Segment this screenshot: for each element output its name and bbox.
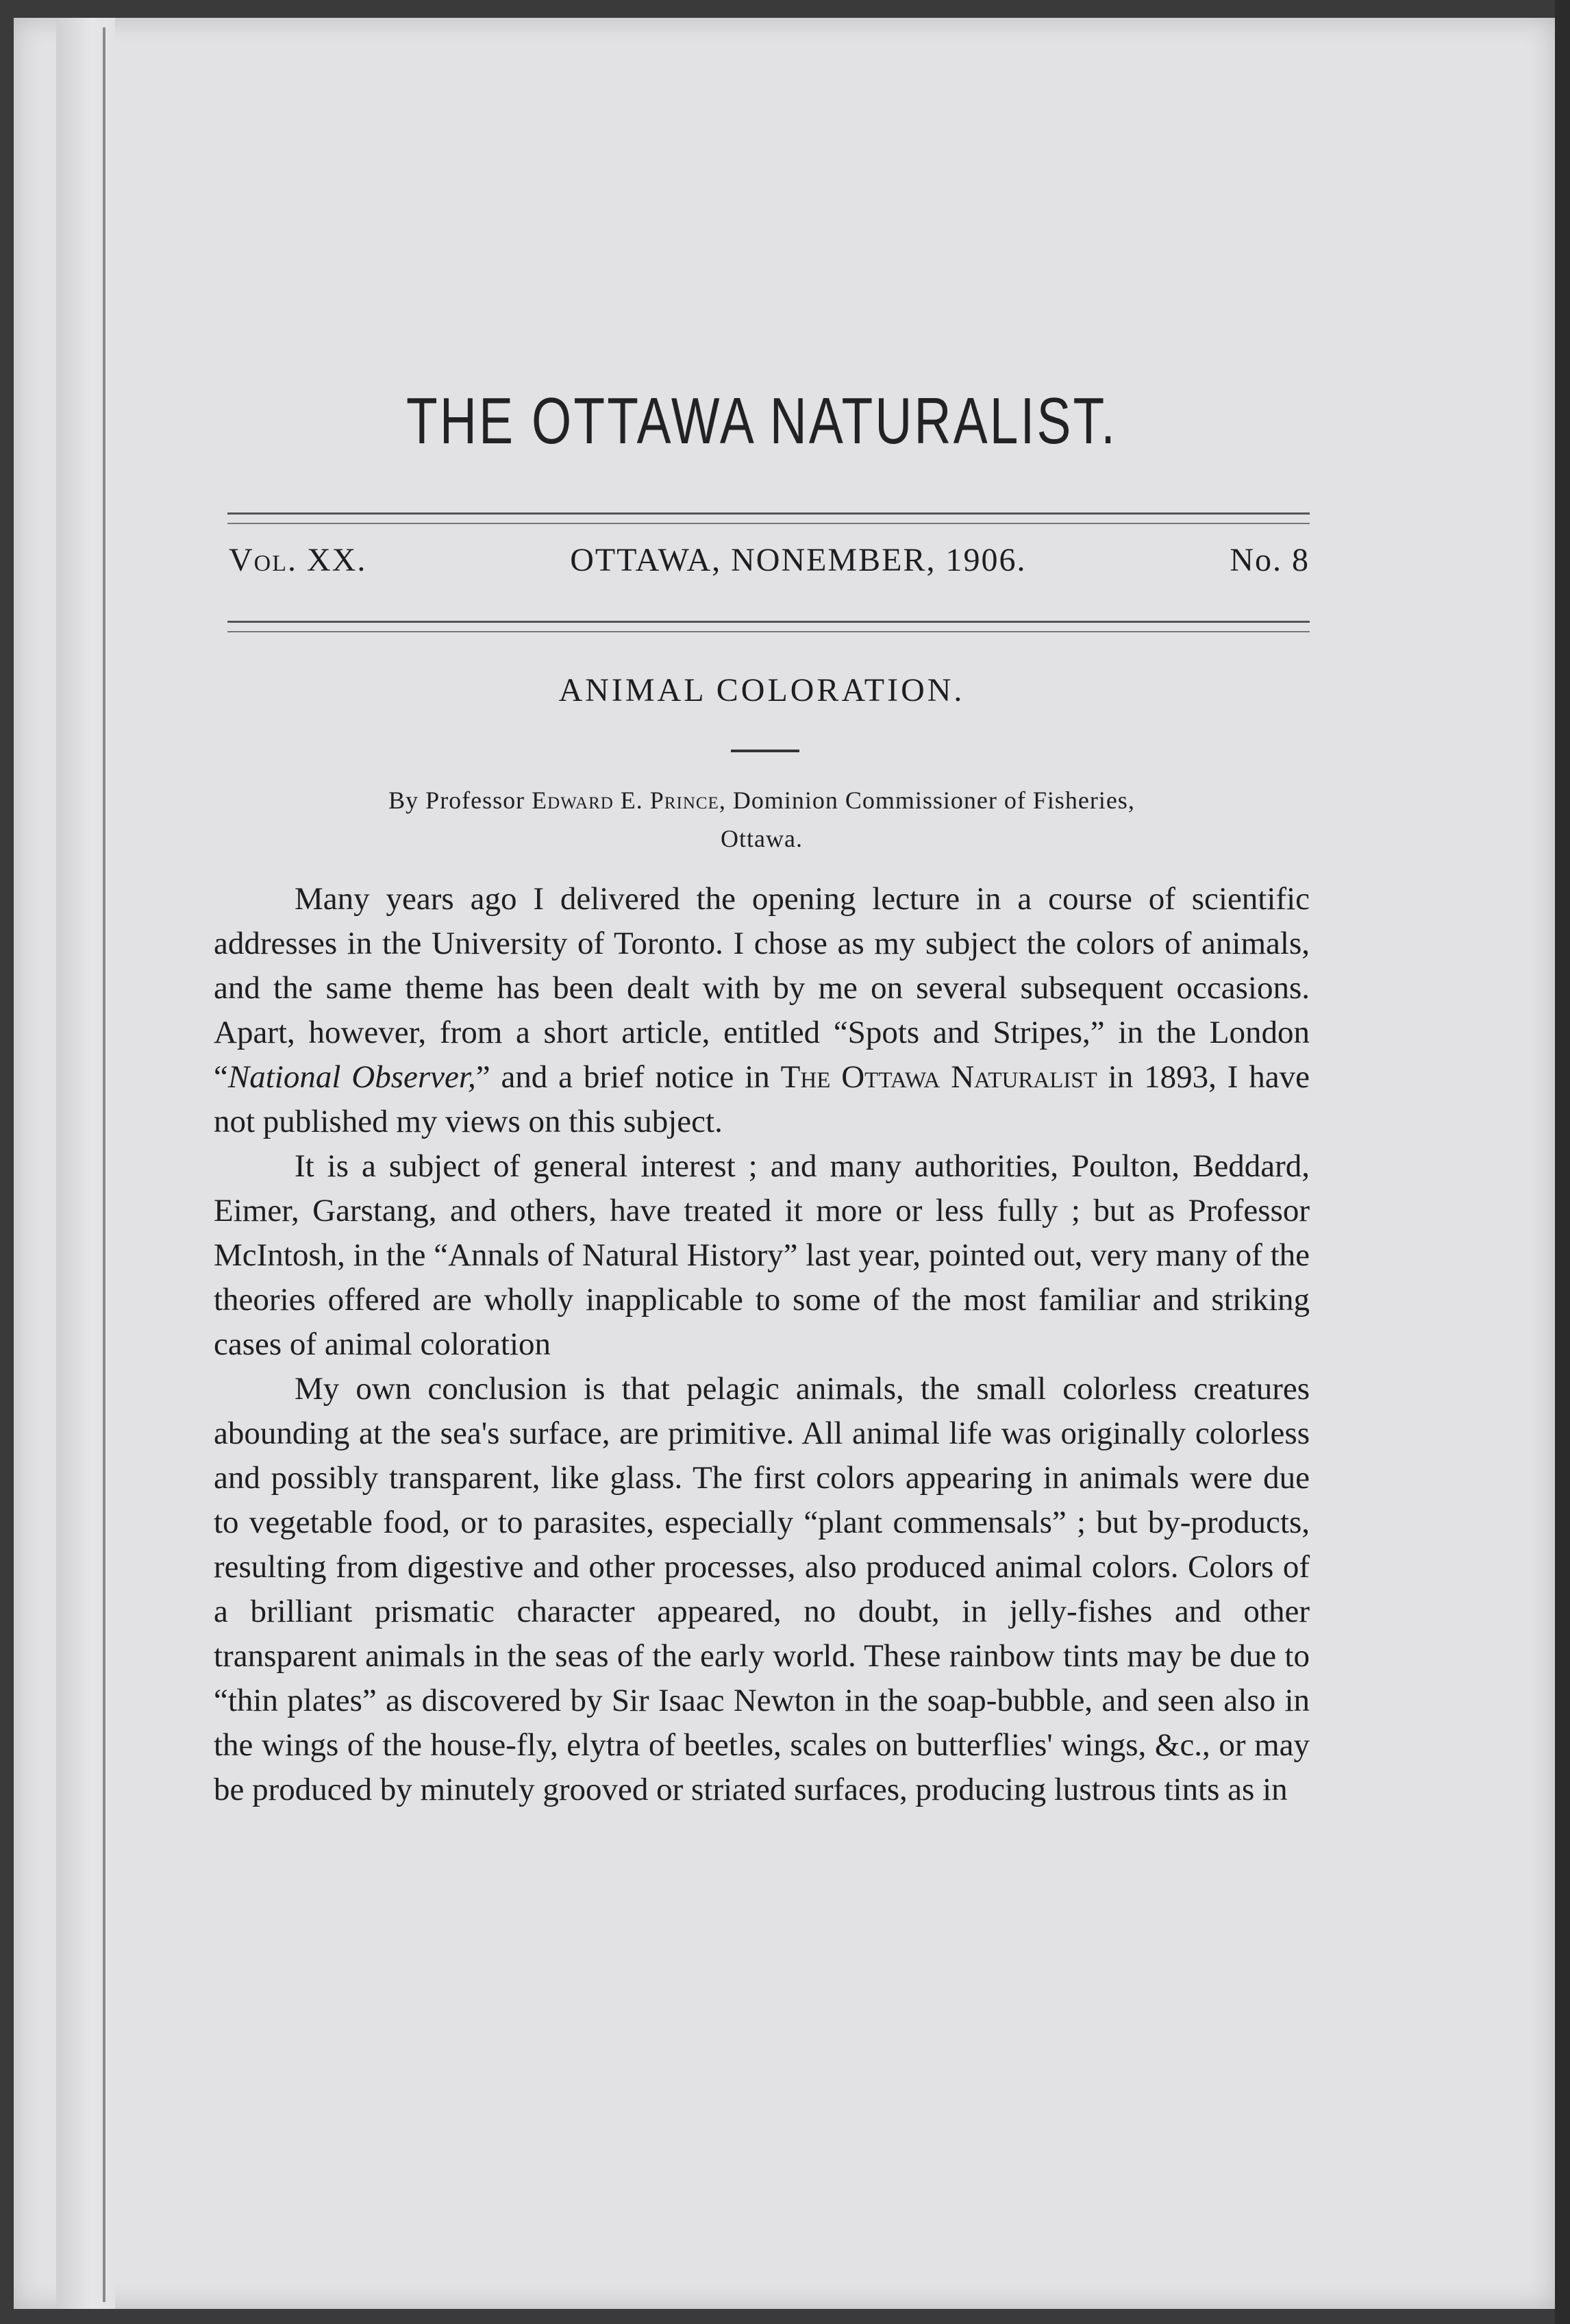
scan-edge — [1555, 0, 1570, 2324]
page-gutter — [56, 18, 115, 2309]
byline-prefix: By Professor — [388, 787, 532, 814]
paragraph-text: in 1893, I have not published my views on this subject. — [214, 1059, 1310, 1139]
journal-name: The Ottawa Naturalist — [780, 1059, 1097, 1095]
byline-author: Edward E. Prince — [532, 787, 719, 814]
issue-line — [229, 541, 1310, 579]
paragraph-text: ” and a brief notice in — [475, 1059, 781, 1095]
title-rule — [731, 750, 799, 752]
volume-label: Vol. XX. — [229, 542, 367, 578]
paragraph: My own conclusion is that pelagic animals, the small colorless creatures abounding at the sea's surface, are primitive. All animal life was originally colorless and possibly transparent, like glass. The first colors appearing in animals were due to vegetable food, or to parasites, especially “plant commensals” ; but by-products, resulting from digestive and other processes, also produced animal colors. Colors of a brilliant prismatic character appeared, no doubt, in jelly-fishes and other transparent animals in the seas of the early world. These rainbow tints may be due to “thin plates” as discovered by Sir Isaac Newton in the soap-bubble, and seen also in the wings of the house-fly, elytra of beetles, scales on butterflies' wings, &c., or may be produced by minutely grooved or striated surfaces, producing lustrous tints as in — [214, 1371, 1310, 1807]
paragraph: It is a subject of general interest ; and many authorities, Poulton, Beddard, Eimer, Garstang, and others, have treated it more or less fully ; but as Professor McIntosh, in the “Annals of Natural History” last year, pointed out, very many of the theories offered are wholly inapplicable to some of the most familiar and striking cases of animal coloration — [214, 1148, 1310, 1362]
article-title: ANIMAL COLORATION. — [558, 672, 965, 708]
place-date: OTTAWA, NONEMBER, 1906. — [570, 542, 1027, 578]
gutter-line — [103, 27, 105, 2302]
issue-number: No. 8 — [1230, 542, 1310, 578]
publication-name: National Observer, — [227, 1059, 476, 1095]
byline-city: Ottawa. — [721, 825, 803, 852]
masthead-title: THE OTTAWA NATURALIST. — [406, 384, 1117, 458]
header-rule-top — [227, 512, 1310, 524]
paragraph — [214, 877, 1310, 1144]
article-body — [214, 877, 1310, 1812]
byline-role: , Dominion Commissioner of Fisheries, — [719, 787, 1135, 814]
byline — [214, 781, 1310, 858]
header-rule-bottom — [227, 621, 1310, 632]
paragraph-text: Many years ago I delivered the opening lecture in a course of scientific addresses in the University of Toronto. I chose as my subject the colors of animals, and the same theme has been dealt with by me on several subsequent occasions. Apart, however, from a short article, entitled “Spots and Stripes,” in the London “ — [214, 881, 1310, 1095]
